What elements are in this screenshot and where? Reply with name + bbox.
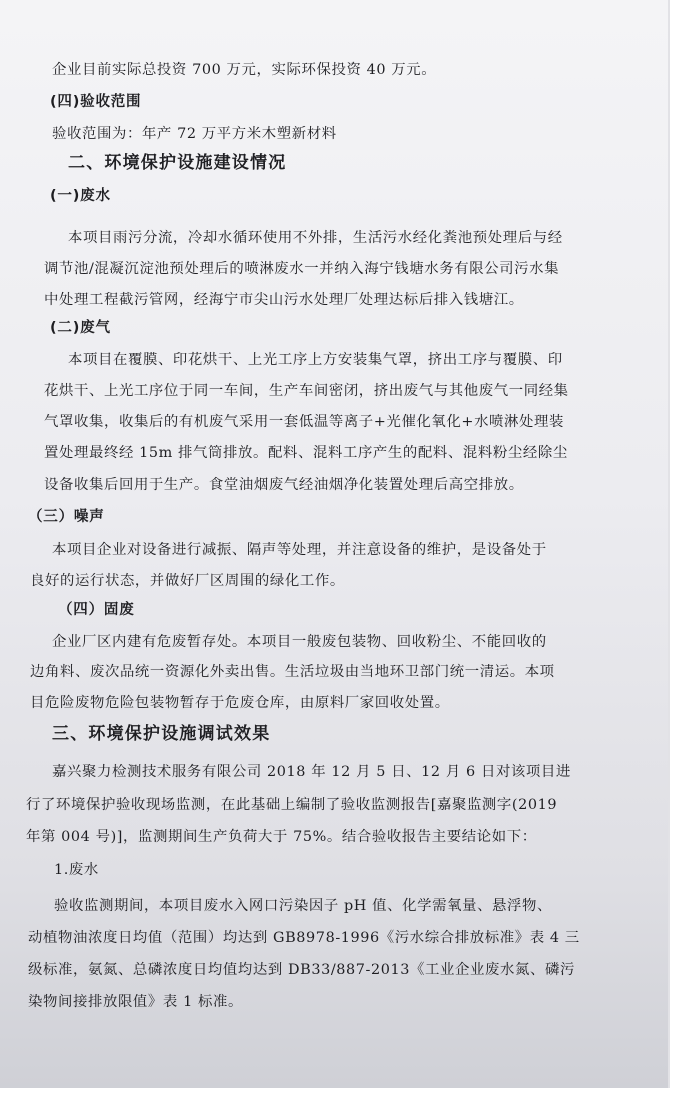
investment-line: 企业目前实际总投资 700 万元，实际环保投资 40 万元。 [52,62,437,78]
paragraph-line: 行了环境保护验收现场监测，在此基础上编制了验收监测报告[嘉聚监测字(2019 [26,797,558,813]
paragraph-line: 花烘干、上光工序位于同一车间，生产车间密闭，挤出废气与其他废气一同经集 [44,383,569,399]
paragraph-line: 企业厂区内建有危废暂存处。本项目一般废包装物、回收粉尘、不能回收的 [52,634,547,650]
section-heading-wastewater: (一)废水 [50,188,111,204]
paragraph-line: 调节池/混凝沉淀池预处理后的喷淋废水一并纳入海宁钱塘水务有限公司污水集 [44,261,560,277]
paragraph-line: 气罩收集，收集后的有机废气采用一套低温等离子+光催化氧化+水喷淋处理装 [44,414,565,430]
paragraph-line: 本项目在覆膜、印花烘干、上光工序上方安装集气罩，挤出工序与覆膜、印 [68,352,563,368]
section-heading-noise: （三）噪声 [28,509,105,525]
section-heading-wastewater-results: 1.废水 [54,862,99,878]
paragraph-line: 本项目企业对设备进行减振、隔声等处理，并注意设备的维护，是设备处于 [52,542,547,558]
chapter-heading-3: 三、环境保护设施调试效果 [52,724,271,744]
paragraph-line: 中处理工程截污管网，经海宁市尖山污水处理厂处理达标后排入钱塘江。 [44,292,524,308]
paragraph-line: 年第 004 号)]，监测期间生产负荷大于 75%。结合验收报告主要结论如下： [26,829,537,845]
paragraph-line: 染物间接排放限值》表 1 标准。 [28,994,243,1010]
section-heading-scope: (四)验收范围 [50,94,142,110]
paragraph-line: 边角料、废次品统一资源化外卖出售。生活垃圾由当地环卫部门统一清运。本项 [30,664,555,680]
paragraph-line: 设备收集后回用于生产。食堂油烟废气经油烟净化装置处理后高空排放。 [44,477,524,493]
section-heading-solid-waste: （四）固废 [58,602,135,618]
paragraph-line: 级标准，氨氮、总磷浓度日均值均达到 DB33/887-2013《工业企业废水氮、磷污 [28,962,575,978]
paragraph-line: 目危险废物危险包装物暂存于危废仓库，由原料厂家回收处置。 [30,695,450,711]
paragraph-line: 置处理最终经 15m 排气筒排放。配料、混料工序产生的配料、混料粉尘经除尘 [44,445,568,461]
paragraph-line: 嘉兴聚力检测技术服务有限公司 2018 年 12 月 5 日、12 月 6 日对该项目进 [52,764,571,780]
scope-line: 验收范围为：年产 72 万平方米木塑新材料 [52,126,337,142]
paragraph-line: 动植物油浓度日均值（范围）均达到 GB8978-1996《污水综合排放标准》表 4 三 [28,930,580,946]
paragraph-line: 本项目雨污分流，冷却水循环使用不外排，生活污水经化粪池预处理后与经 [68,230,563,246]
section-heading-exhaust: (二)废气 [50,320,111,336]
paragraph-line: 良好的运行状态，并做好厂区周围的绿化工作。 [30,573,345,589]
paragraph-line: 验收监测期间，本项目废水入网口污染因子 pH 值、化学需氧量、悬浮物、 [54,898,553,914]
chapter-heading-2: 二、环境保护设施建设情况 [68,153,287,173]
